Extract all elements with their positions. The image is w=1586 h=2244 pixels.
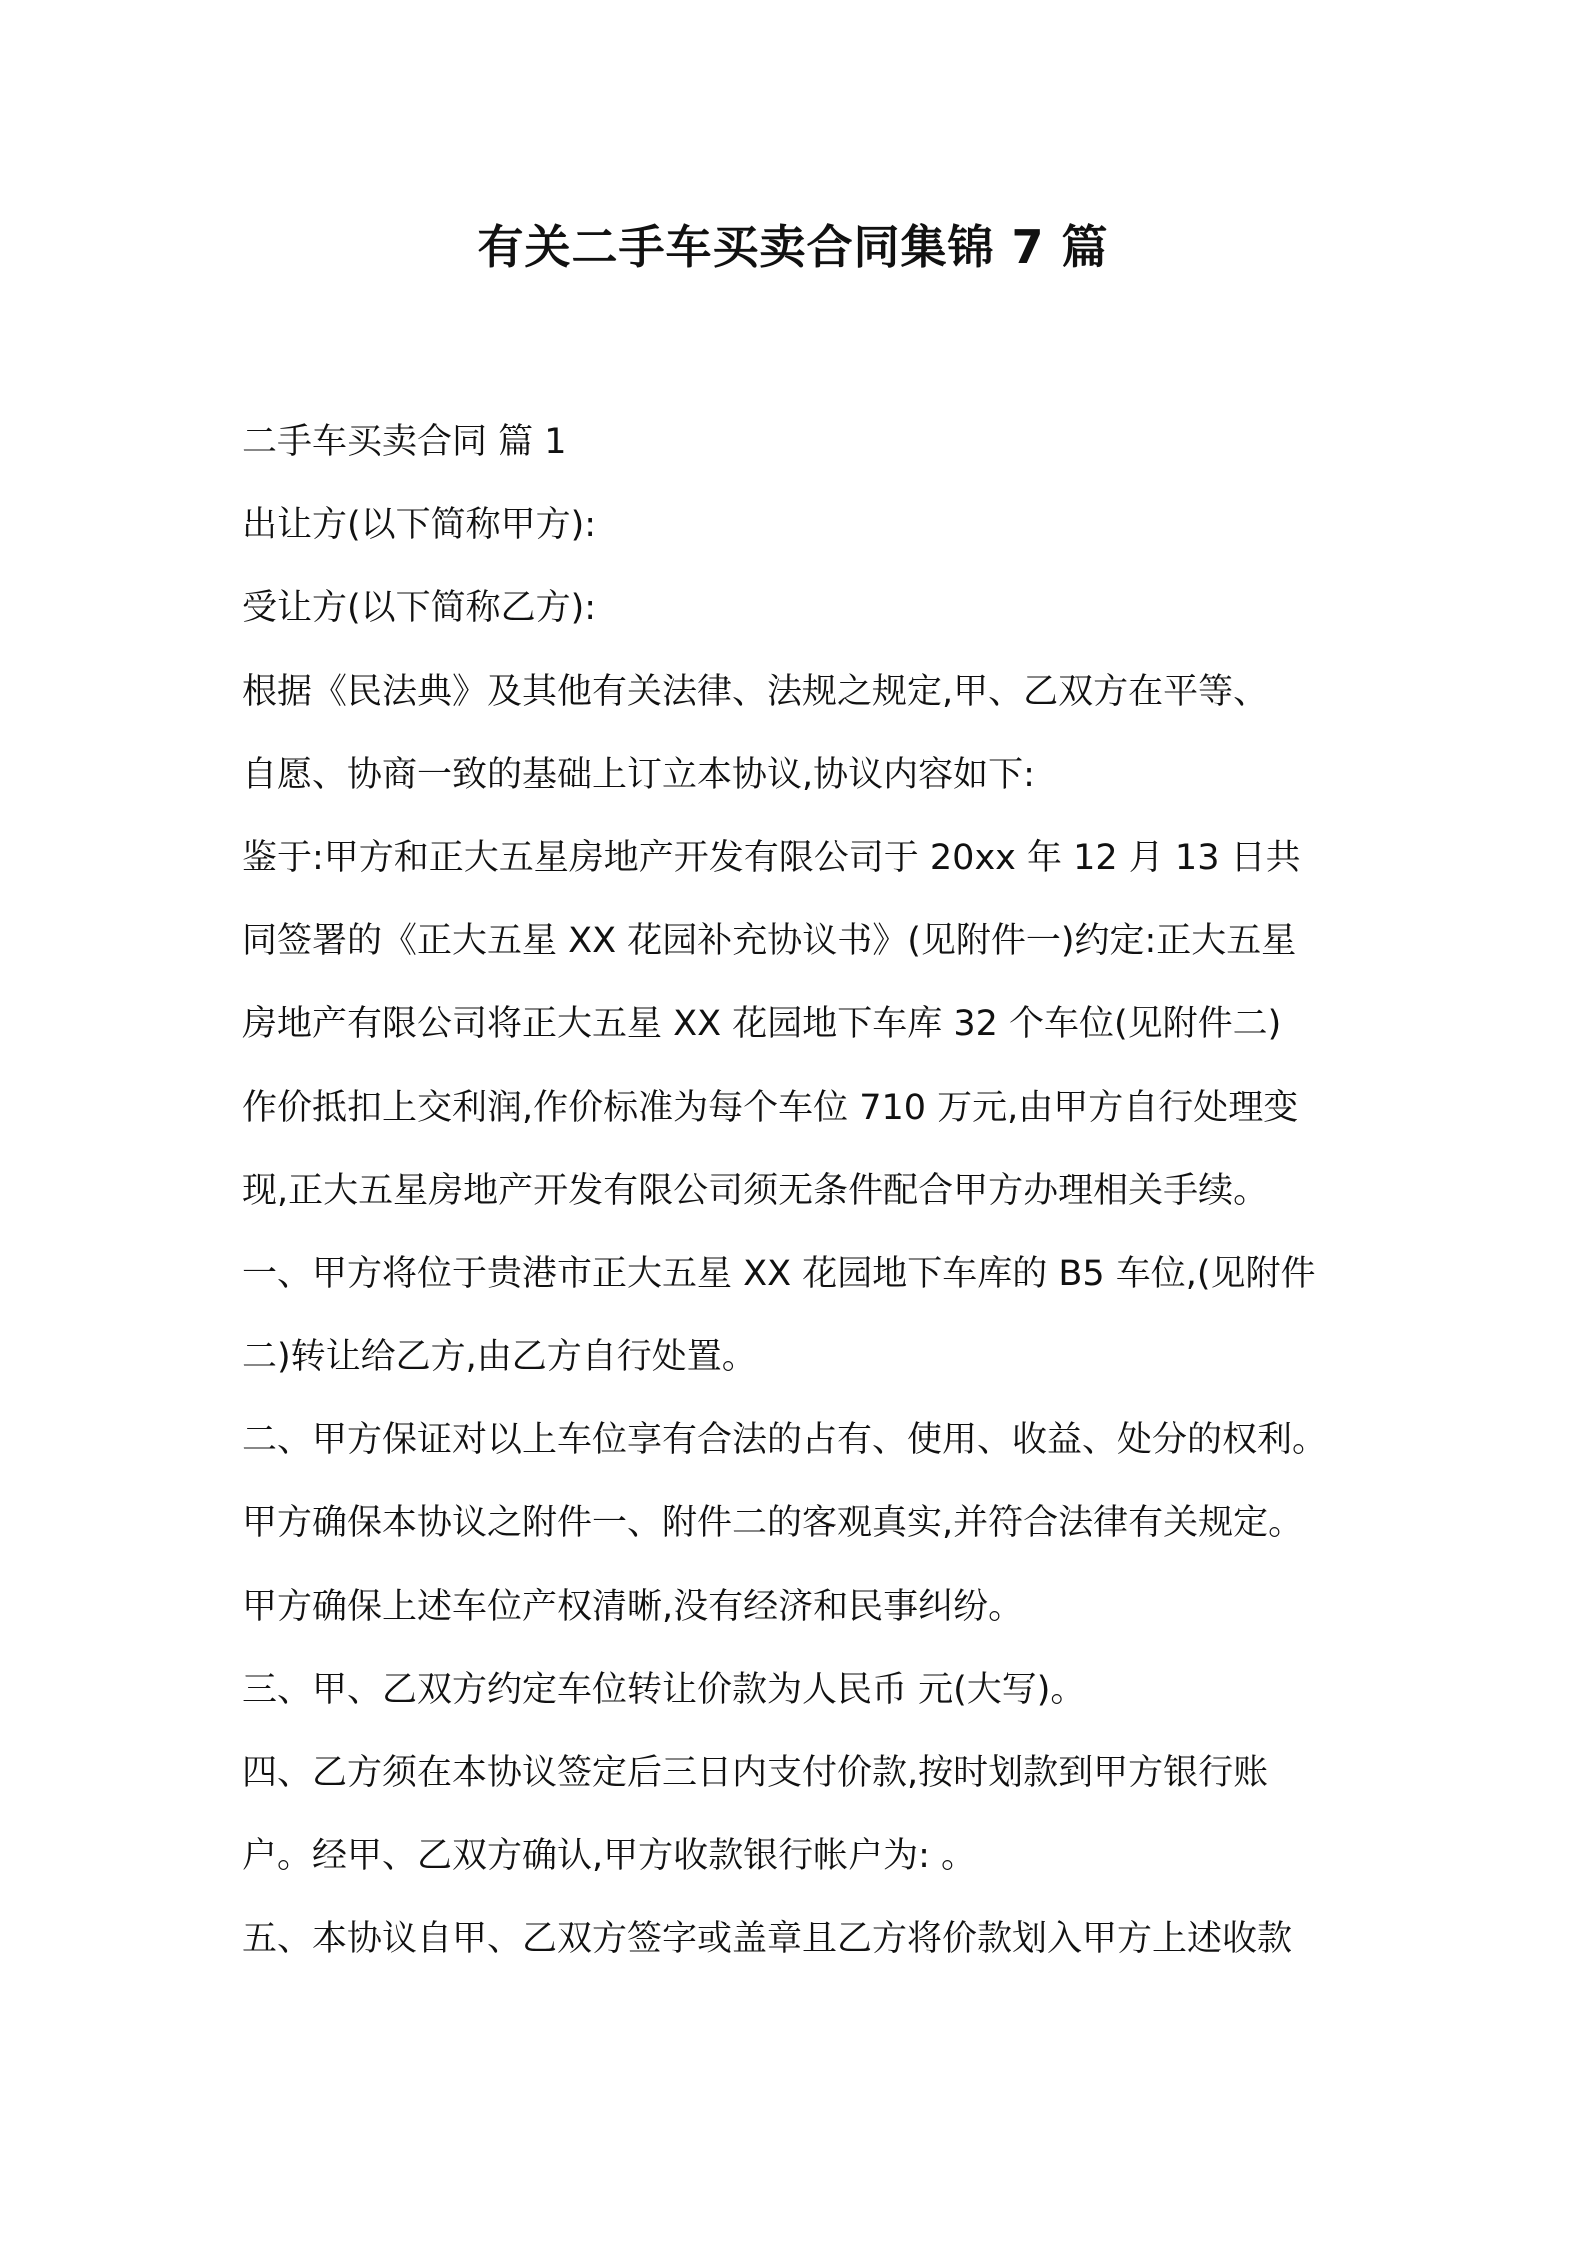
clause-line: 五、本协议自甲、乙双方签字或盖章且乙方将价款划入甲方上述收款 xyxy=(242,1919,1293,1960)
paragraph-line: 房地产有限公司将正大五星 XX 花园地下车库 32 个车位(见附件二) xyxy=(242,1004,1282,1045)
clause-line: 甲方确保上述车位产权清晰,没有经济和民事纠纷。 xyxy=(242,1586,1024,1627)
paragraph-line: 同签署的《正大五星 XX 花园补充协议书》(见附件一)约定:正大五星 xyxy=(242,921,1297,962)
clause-line: 户。经甲、乙双方确认,甲方收款银行帐户为: 。 xyxy=(242,1836,977,1877)
clause-line: 二、甲方保证对以上车位享有合法的占有、使用、收益、处分的权利。 xyxy=(242,1420,1328,1461)
paragraph-line: 自愿、协商一致的基础上订立本协议,协议内容如下: xyxy=(242,754,1035,795)
clause-line: 一、甲方将位于贵港市正大五星 XX 花园地下车库的 B5 车位,(见附件 xyxy=(242,1253,1316,1294)
document-body xyxy=(242,401,1352,1982)
section-heading: 二手车买卖合同 篇 1 xyxy=(242,422,567,462)
party-b-line: 受让方(以下简称乙方): xyxy=(242,588,597,629)
clause-line: 四、乙方须在本协议签定后三日内支付价款,按时划款到甲方银行账 xyxy=(242,1753,1269,1793)
clause-line: 二)转让给乙方,由乙方自行处置。 xyxy=(242,1337,757,1378)
party-a-line: 出让方(以下简称甲方): xyxy=(242,505,597,546)
document-title: 有关二手车买卖合同集锦 7 篇 xyxy=(477,220,1109,274)
paragraph-line: 现,正大五星房地产开发有限公司须无条件配合甲方办理相关手续。 xyxy=(242,1170,1269,1211)
clause-line: 甲方确保本协议之附件一、附件二的客观真实,并符合法律有关规定。 xyxy=(242,1503,1304,1544)
paragraph-line: 根据《民法典》及其他有关法律、法规之规定,甲、乙双方在平等、 xyxy=(242,671,1269,712)
paragraph-line: 鉴于:甲方和正大五星房地产开发有限公司于 20xx 年 12 月 13 日共 xyxy=(242,837,1301,878)
paragraph-line: 作价抵扣上交利润,作价标准为每个车位 710 万元,由甲方自行处理变 xyxy=(242,1087,1299,1128)
clause-line: 三、甲、乙双方约定车位转让价款为人民币 元(大写)。 xyxy=(242,1669,1086,1710)
